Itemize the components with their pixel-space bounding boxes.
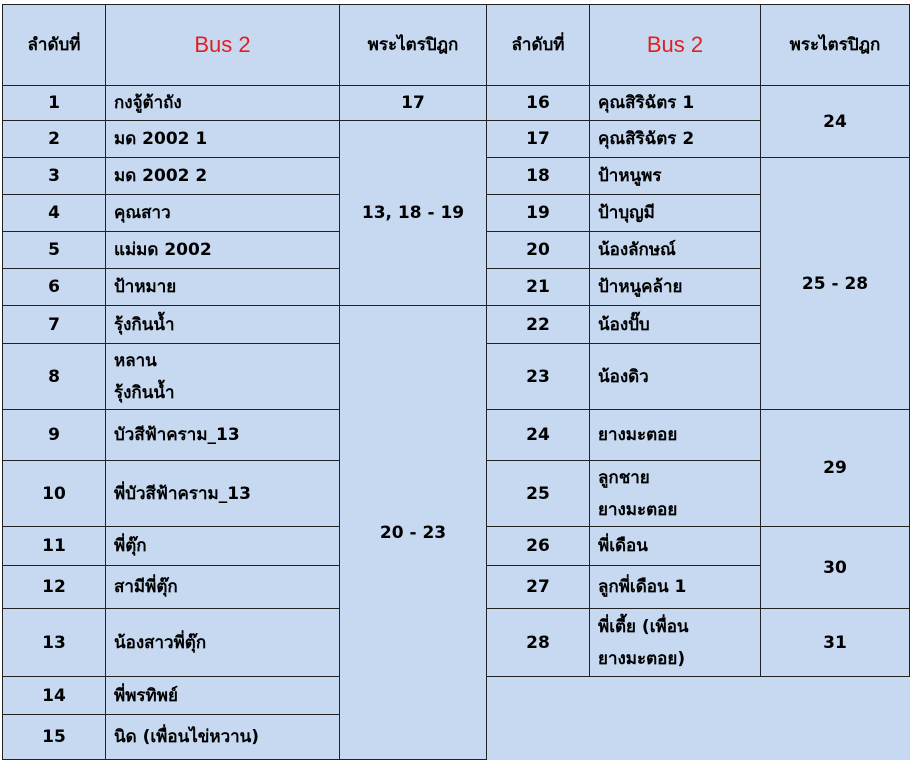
left-row-12-order: 12 [2, 566, 106, 609]
left-tripitaka-group-3: 20 - 23 [340, 306, 487, 760]
right-row-28-name: พี่เตี้ย (เพื่อน ยางมะตอย) [590, 609, 761, 677]
left-row-9-order: 9 [2, 410, 106, 461]
left-row-15-order: 15 [2, 715, 106, 760]
left-row-10-name: พี่บัวสีฟ้าคราม_13 [106, 461, 340, 527]
right-row-24-order: 24 [487, 410, 590, 461]
right-header-order: ลำดับที่ [487, 4, 590, 86]
right-row-19-order: 19 [487, 195, 590, 232]
left-row-11-name: พี่ตุ๊ก [106, 527, 340, 566]
right-row-27-name: ลูกพี่เดือน 1 [590, 566, 761, 609]
left-row-7-name: รุ้งกินน้ำ [106, 306, 340, 344]
left-row-6-name: ป้าหมาย [106, 269, 340, 306]
right-row-28-order: 28 [487, 609, 590, 677]
right-row-18-order: 18 [487, 158, 590, 195]
right-header-bus: Bus 2 [590, 4, 761, 86]
left-row-1-order: 1 [2, 86, 106, 121]
right-row-22-name: น้องปั๊บ [590, 306, 761, 344]
left-header-bus: Bus 2 [106, 4, 340, 86]
right-tripitaka-group-1: 24 [761, 86, 910, 158]
left-row-5-order: 5 [2, 232, 106, 269]
right-row-23-name: น้องดิว [590, 344, 761, 410]
left-row-14-order: 14 [2, 677, 106, 715]
left-row-5-name: แม่มด 2002 [106, 232, 340, 269]
empty-area [487, 677, 910, 760]
left-row-2-order: 2 [2, 121, 106, 158]
left-header-order: ลำดับที่ [2, 4, 106, 86]
left-row-3-order: 3 [2, 158, 106, 195]
right-row-23-order: 23 [487, 344, 590, 410]
right-tripitaka-group-5: 31 [761, 609, 910, 677]
left-tripitaka-group-2: 13, 18 - 19 [340, 121, 487, 306]
right-tripitaka-group-4: 30 [761, 527, 910, 609]
left-row-4-name: คุณสาว [106, 195, 340, 232]
right-row-17-name: คุณสิริฉัตร 2 [590, 121, 761, 158]
left-row-10-order: 10 [2, 461, 106, 527]
right-row-19-name: ป้าบุญมี [590, 195, 761, 232]
right-row-26-name: พี่เดือน [590, 527, 761, 566]
left-row-8-order: 8 [2, 344, 106, 410]
right-row-22-order: 22 [487, 306, 590, 344]
left-header-tripitaka: พระไตรปิฎก [340, 4, 487, 86]
left-row-4-order: 4 [2, 195, 106, 232]
right-header-tripitaka: พระไตรปิฎก [761, 4, 910, 86]
left-row-6-order: 6 [2, 269, 106, 306]
right-row-21-order: 21 [487, 269, 590, 306]
left-row-3-name: มด 2002 2 [106, 158, 340, 195]
left-row-1-name: กงจู้ต้าถัง [106, 86, 340, 121]
left-row-14-name: พี่พรทิพย์ [106, 677, 340, 715]
left-tripitaka-group-1: 17 [340, 86, 487, 121]
left-row-12-name: สามีพี่ตุ๊ก [106, 566, 340, 609]
right-row-24-name: ยางมะตอย [590, 410, 761, 461]
right-row-25-order: 25 [487, 461, 590, 527]
left-row-15-name: นิด (เพื่อนไข่หวาน) [106, 715, 340, 760]
left-row-9-name: บัวสีฟ้าคราม_13 [106, 410, 340, 461]
right-row-20-name: น้องลักษณ์ [590, 232, 761, 269]
right-row-16-order: 16 [487, 86, 590, 121]
right-row-25-name: ลูกชาย ยางมะตอย [590, 461, 761, 527]
right-row-26-order: 26 [487, 527, 590, 566]
right-row-16-name: คุณสิริฉัตร 1 [590, 86, 761, 121]
right-tripitaka-group-2: 25 - 28 [761, 158, 910, 410]
left-row-8-name: หลาน รุ้งกินน้ำ [106, 344, 340, 410]
right-row-20-order: 20 [487, 232, 590, 269]
right-row-27-order: 27 [487, 566, 590, 609]
left-row-7-order: 7 [2, 306, 106, 344]
right-row-21-name: ป้าหนูคล้าย [590, 269, 761, 306]
right-tripitaka-group-3: 29 [761, 410, 910, 527]
left-row-11-order: 11 [2, 527, 106, 566]
left-row-2-name: มด 2002 1 [106, 121, 340, 158]
right-row-18-name: ป้าหนูพร [590, 158, 761, 195]
right-row-17-order: 17 [487, 121, 590, 158]
left-row-13-order: 13 [2, 609, 106, 677]
left-row-13-name: น้องสาวพี่ตุ๊ก [106, 609, 340, 677]
